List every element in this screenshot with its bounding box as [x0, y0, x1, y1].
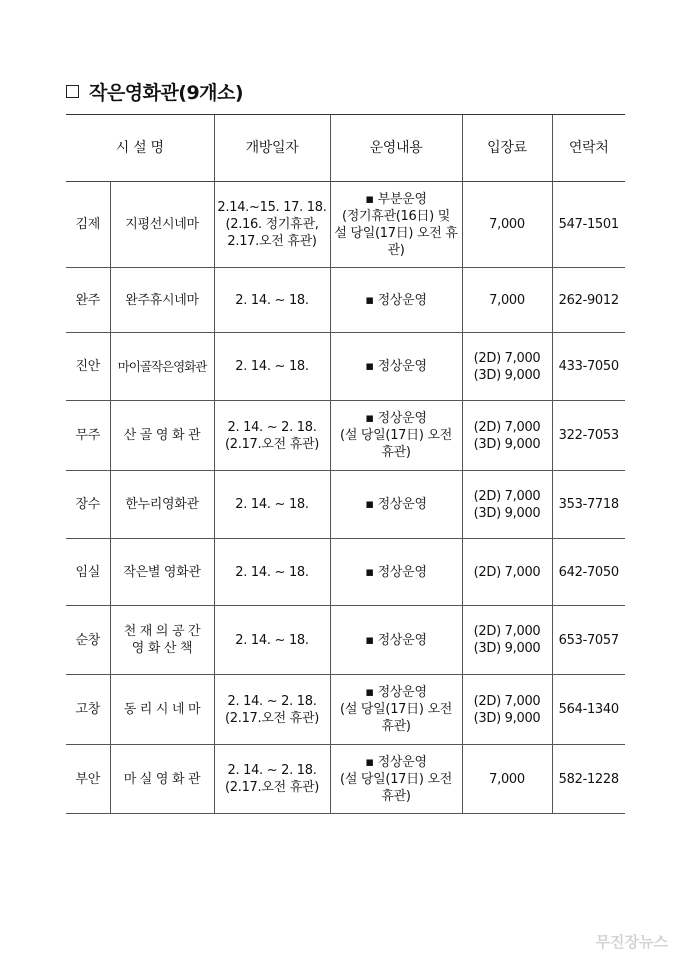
- fee-cell: (2D) 7,000 (3D) 9,000: [462, 606, 552, 675]
- table-row: [66, 745, 625, 814]
- table-row: [66, 539, 625, 606]
- facility-name-cell: 한누리영화관: [110, 471, 214, 539]
- facility-name-cell: 마이골작은영화관: [110, 333, 214, 401]
- open-date-cell: 2. 14. ~ 18.: [214, 471, 330, 539]
- operation-cell: ▪ 정상운영 (설 당일(17日) 오전 휴관): [330, 401, 462, 471]
- region-cell: 부안: [66, 745, 110, 814]
- checkbox-square-icon: [66, 85, 79, 98]
- facility-name-cell: 동 리 시 네 마: [110, 675, 214, 745]
- contact-cell: 547-1501: [552, 182, 625, 268]
- fee-cell: (2D) 7,000 (3D) 9,000: [462, 401, 552, 471]
- operation-cell: ▪ 정상운영: [330, 539, 462, 606]
- region-cell: 임실: [66, 539, 110, 606]
- fee-cell: (2D) 7,000 (3D) 9,000: [462, 333, 552, 401]
- operation-cell: ▪ 부분운영 (정기휴관(16日) 및 설 당일(17日) 오전 휴관): [330, 182, 462, 268]
- facility-name-cell: 산 골 영 화 관: [110, 401, 214, 471]
- open-date-cell: 2. 14. ~ 18.: [214, 333, 330, 401]
- cinema-table: [66, 114, 625, 814]
- operation-cell: ▪ 정상운영: [330, 471, 462, 539]
- region-cell: 완주: [66, 268, 110, 333]
- contact-cell: 262-9012: [552, 268, 625, 333]
- operation-cell: ▪ 정상운영: [330, 606, 462, 675]
- facility-name-cell: 완주휴시네마: [110, 268, 214, 333]
- header-open-date: 개방일자: [214, 115, 330, 182]
- facility-name-cell: 지평선시네마: [110, 182, 214, 268]
- fee-cell: 7,000: [462, 182, 552, 268]
- fee-cell: (2D) 7,000 (3D) 9,000: [462, 471, 552, 539]
- facility-name-cell: 마 실 영 화 관: [110, 745, 214, 814]
- open-date-cell: 2. 14. ~ 2. 18. (2.17.오전 휴관): [214, 745, 330, 814]
- contact-cell: 564-1340: [552, 675, 625, 745]
- fee-cell: 7,000: [462, 268, 552, 333]
- table-header-row: [66, 115, 625, 182]
- contact-cell: 653-7057: [552, 606, 625, 675]
- region-cell: 장수: [66, 471, 110, 539]
- table-row: [66, 333, 625, 401]
- operation-cell: ▪ 정상운영 (설 당일(17日) 오전 휴관): [330, 745, 462, 814]
- table-row: [66, 606, 625, 675]
- fee-cell: (2D) 7,000 (3D) 9,000: [462, 675, 552, 745]
- region-cell: 김제: [66, 182, 110, 268]
- operation-cell: ▪ 정상운영 (설 당일(17日) 오전 휴관): [330, 675, 462, 745]
- table-row: [66, 182, 625, 268]
- region-cell: 무주: [66, 401, 110, 471]
- region-cell: 진안: [66, 333, 110, 401]
- facility-name-cell: 작은별 영화관: [110, 539, 214, 606]
- open-date-cell: 2. 14. ~ 18.: [214, 606, 330, 675]
- contact-cell: 353-7718: [552, 471, 625, 539]
- table-row: [66, 675, 625, 745]
- section-title: 작은영화관(9개소): [89, 82, 244, 104]
- open-date-cell: 2. 14. ~ 2. 18. (2.17.오전 휴관): [214, 675, 330, 745]
- table-row: [66, 401, 625, 471]
- section-heading: [66, 78, 243, 105]
- fee-cell: (2D) 7,000: [462, 539, 552, 606]
- open-date-cell: 2.14.~15. 17. 18. (2.16. 정기휴관, 2.17.오전 휴관): [214, 182, 330, 268]
- operation-cell: ▪ 정상운영: [330, 268, 462, 333]
- contact-cell: 433-7050: [552, 333, 625, 401]
- region-cell: 순창: [66, 606, 110, 675]
- facility-name-cell: 천 재 의 공 간 영 화 산 책: [110, 606, 214, 675]
- open-date-cell: 2. 14. ~ 2. 18. (2.17.오전 휴관): [214, 401, 330, 471]
- contact-cell: 582-1228: [552, 745, 625, 814]
- contact-cell: 642-7050: [552, 539, 625, 606]
- contact-cell: 322-7053: [552, 401, 625, 471]
- operation-cell: ▪ 정상운영: [330, 333, 462, 401]
- open-date-cell: 2. 14. ~ 18.: [214, 539, 330, 606]
- open-date-cell: 2. 14. ~ 18.: [214, 268, 330, 333]
- header-contact: 연락처: [552, 115, 625, 182]
- table-row: [66, 471, 625, 539]
- header-fee: 입장료: [462, 115, 552, 182]
- region-cell: 고창: [66, 675, 110, 745]
- watermark-logo: 무진장뉴스: [595, 933, 668, 951]
- table-row: [66, 268, 625, 333]
- fee-cell: 7,000: [462, 745, 552, 814]
- header-operation: 운영내용: [330, 115, 462, 182]
- header-facility: 시 설 명: [66, 115, 214, 182]
